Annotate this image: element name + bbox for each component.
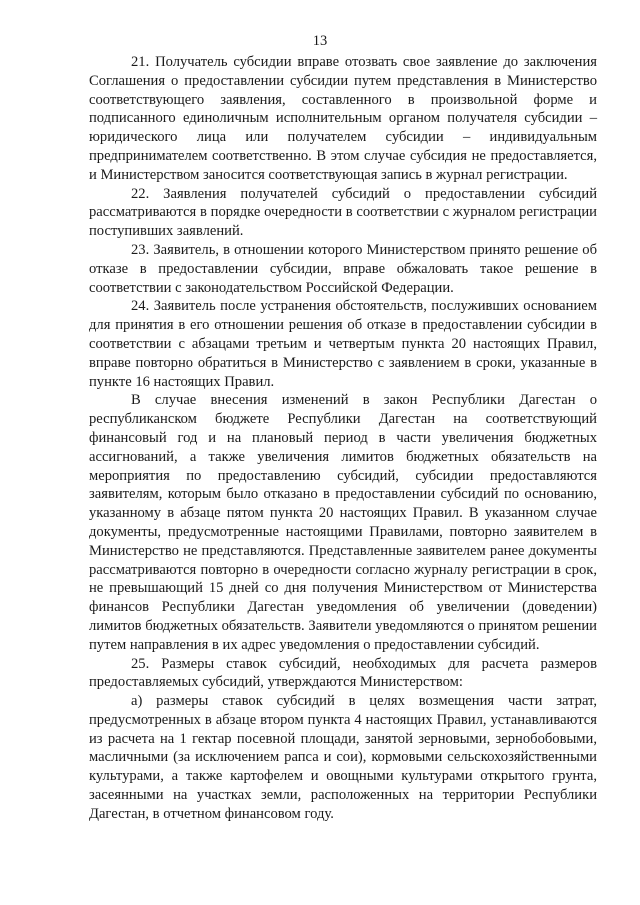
page-number: 13 xyxy=(312,33,328,49)
paragraph-24-budget-changes: В случае внесения изменений в закон Республики Дагестан о республиканском бюджете Республики Дагестан на соответствующий финансовый год и на плановый период в части увеличения бюджетных ассигнований, а также увеличения лимитов бюджетных обязательств на мероприятия по предоставлению субсидий, субсидии предоставляются заявителям, которым было отказано в предоставлении субсидий по основанию, указанному в абзаце пятом пункта 20 настоящих Правил. В указанном случае документы, предусмотренные настоящими Правилами, повторно заявителем в Министерство не представляются. Представленные заявителем ранее документы рассматриваются повторно в очередности согласно журналу регистрации в срок, не превышающий 15 дней со дня получения Министерством от Министерства финансов Республики Дагестан уведомления об увеличении (доведении) лимитов бюджетных обязательств. Заявители уведомляются о принятом решении путем направления в их адрес уведомления о предоставлении субсидий. xyxy=(89,392,597,653)
paragraph-21: 21. Получатель субсидии вправе отозвать свое заявление до заключения Соглашения о предоставлении субсидии путем представления в Министерство соответствующего заявления, составленного в произвольной форме и подписанного единоличным исполнительным органом получателя субсидии – юридического лица или получателем субсидии – индивидуальным предпринимателем соответственно. В этом случае субсидия не предоставляется, и Министерством заносится соответствующая запись в журнал регистрации. xyxy=(89,54,597,183)
paragraph-22: 22. Заявления получателей субсидий о предоставлении субсидий рассматриваются в порядке очередности в соответствии с журналом регистрации поступивших заявлений. xyxy=(89,185,597,240)
paragraph-25: 25. Размеры ставок субсидий, необходимых для расчета размеров предоставляемых субсидий, утверждаются Министерством: xyxy=(89,655,597,691)
paragraph-23: 23. Заявитель, в отношении которого Министерством принято решение об отказе в предоставлении субсидии, вправе обжаловать такое решение в соответствии с законодательством Российской Федерации. xyxy=(89,241,597,296)
document-body xyxy=(89,53,597,824)
paragraph-25-a: а) размеры ставок субсидий в целях возмещения части затрат, предусмотренных в абзаце втором пункта 4 настоящих Правил, устанавливаются из расчета на 1 гектар посевной площади, занятой зерновыми, зернобобовыми, масличными (за исключением рапса и сои), кормовыми сельскохозяйственными культурами, а также картофелем и овощными культурами открытого грунта, засеянными на участках земли, расположенных на территории Республики Дагестан, в отчетном финансовом году. xyxy=(89,693,597,822)
paragraph-24: 24. Заявитель после устранения обстоятельств, послуживших основанием для принятия в его отношении решения об отказе в предоставлении субсидии в соответствии с абзацами третьим и четвертым пункта 20 настоящих Правил, вправе повторно обратиться в Министерство с заявлением в сроки, указанные в пункте 16 настоящих Правил. xyxy=(89,298,597,390)
